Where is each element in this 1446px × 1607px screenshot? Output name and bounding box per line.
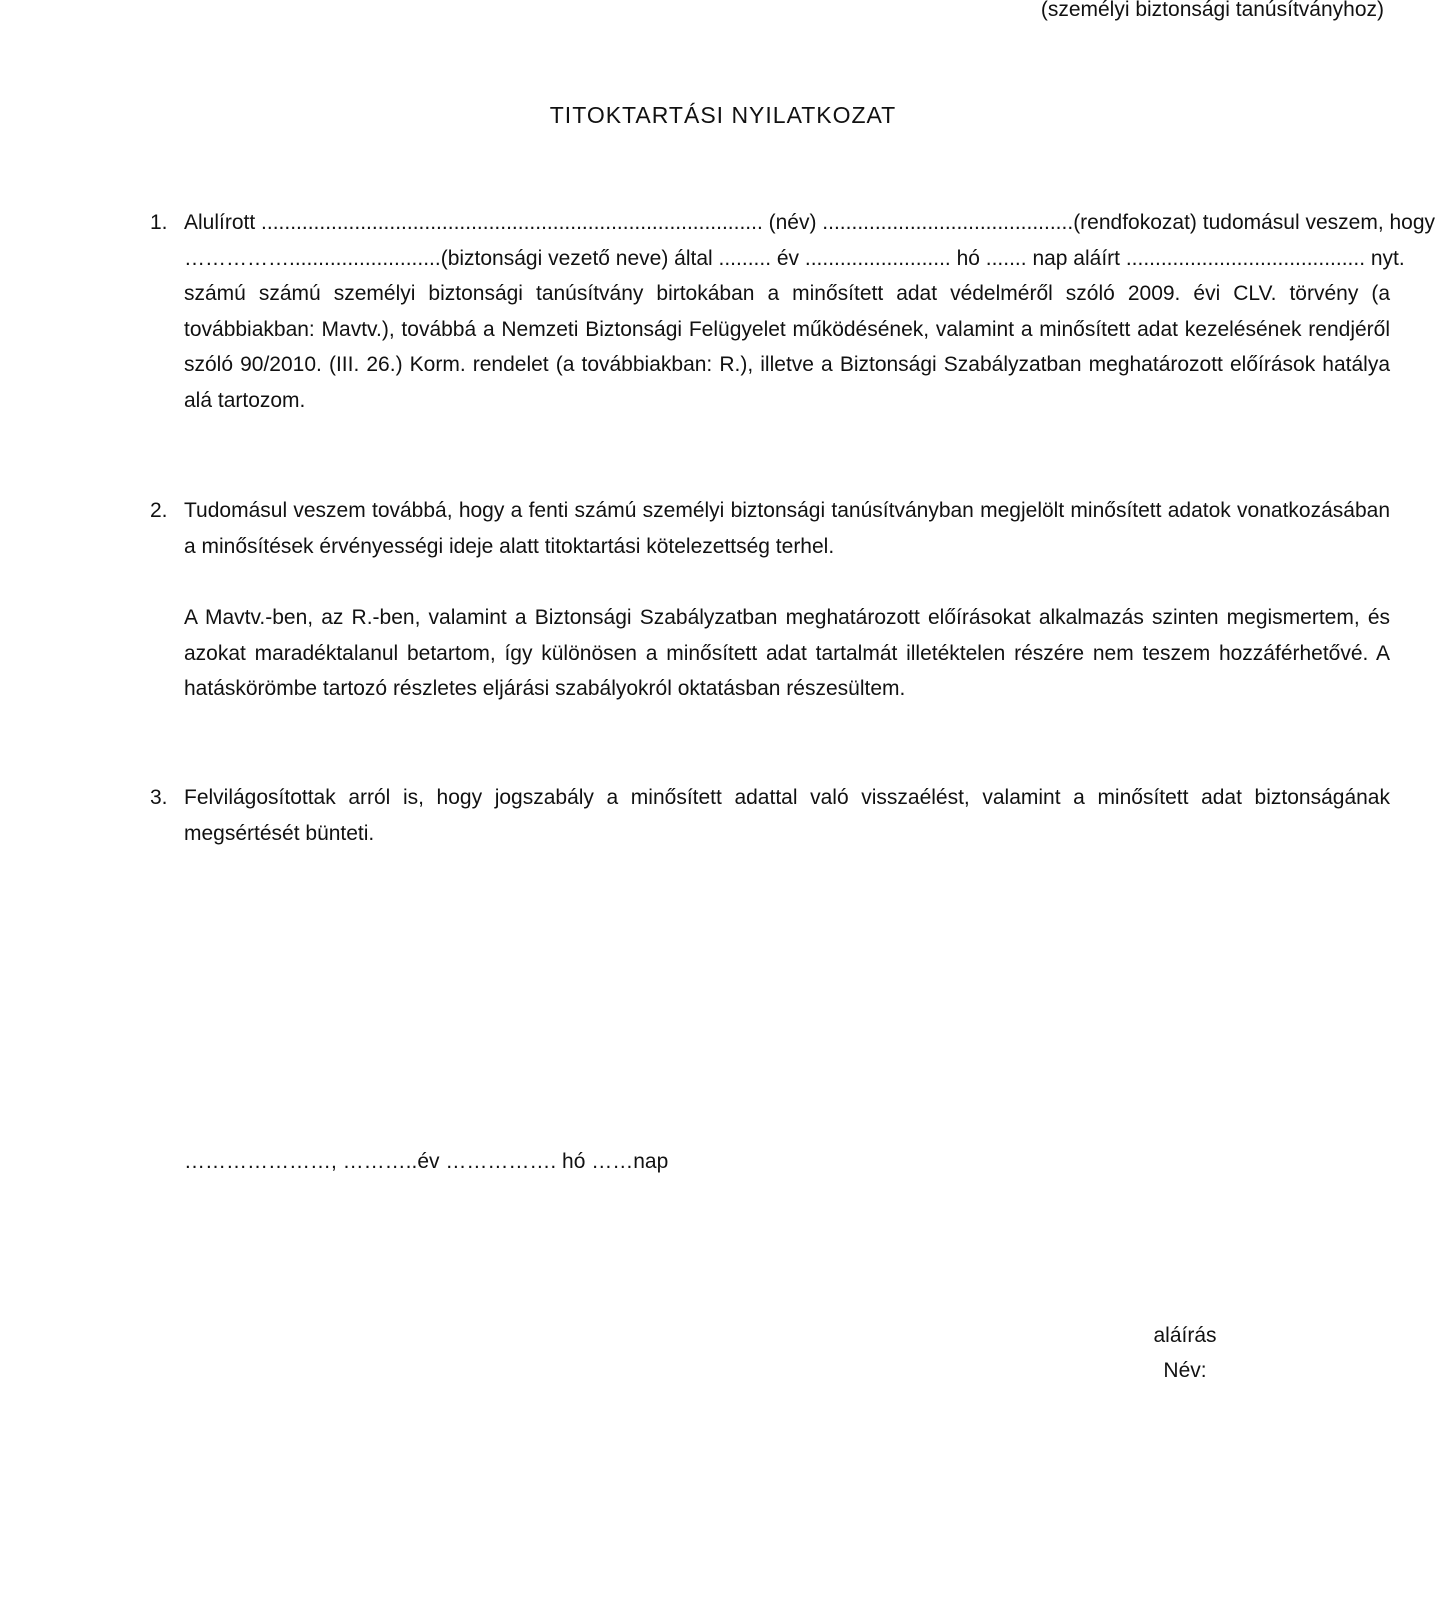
document-title: TITOKTARTÁSI NYILATKOZAT — [549, 102, 897, 128]
section-paragraph: Tudomásul veszem továbbá, hogy a fenti számú személyi biztonsági tanúsítványban megjelölt minősített adatok vonatkozásában a minősítések érvényességi ideje alatt titoktartási kötelezettség terhel. — [184, 499, 1390, 558]
signature-block — [1150, 1318, 1220, 1388]
section-text: Felvilágosítottak arról is, hogy jogszabály a minősített adattal való visszaélést, valamint a minősített adat biztonságának megsértését bünteti. — [184, 786, 1390, 845]
declarant-line: Alulírott ...................................................................................... (név) ...........................................(rendfokozat) tudomásul veszem, hogy — [184, 211, 1436, 234]
header-note: (személyi biztonsági tanúsítványhoz) — [1040, 0, 1384, 21]
section-body — [184, 780, 1390, 851]
date-line: …………………, ………..év ……………. hó ……nap — [184, 1150, 669, 1173]
section-body — [184, 205, 1436, 418]
section-paragraph: A Mavtv.-ben, az R.-ben, valamint a Biztonsági Szabályzatban meghatározott előírásokat alkalmazás szinten megismertem, és azokat maradéktalanul betartom, így különösen a minősített adat tartalmát illetéktelen részére nem teszem hozzáférhetővé. A hatáskörömbe tartozó részletes eljárási szabályokról oktatásban részesültem. — [184, 606, 1390, 700]
section-1 — [150, 205, 1436, 418]
name-label: Név: — [1163, 1359, 1207, 1382]
section-number: 1. — [150, 211, 168, 234]
signature-label: aláírás — [1153, 1324, 1217, 1347]
section-2 — [150, 493, 1390, 707]
certificate-line: ……………..........................(biztonsági vezető neve) által ......... év ......................... hó ....... nap aláírt ......................................... nyt. — [184, 246, 1405, 270]
section-3 — [150, 780, 1390, 851]
section-number: 3. — [150, 786, 168, 809]
section-number: 2. — [150, 499, 168, 522]
section-text: számú számú személyi biztonsági tanúsítvány birtokában a minősített adat védelméről szóló 2009. évi CLV. törvény (a továbbiakban: Mavtv.), továbbá a Nemzeti Biztonsági Felügyelet működésének, valamint a minősített adat kezelésének rendjéről szóló 90/2010. (III. 26.) Korm. rendelet (a továbbiakban: R.), illetve a Biztonsági Szabályzatban meghatározott előírások hatálya alá tartozom. — [184, 282, 1390, 412]
section-body — [184, 493, 1390, 707]
